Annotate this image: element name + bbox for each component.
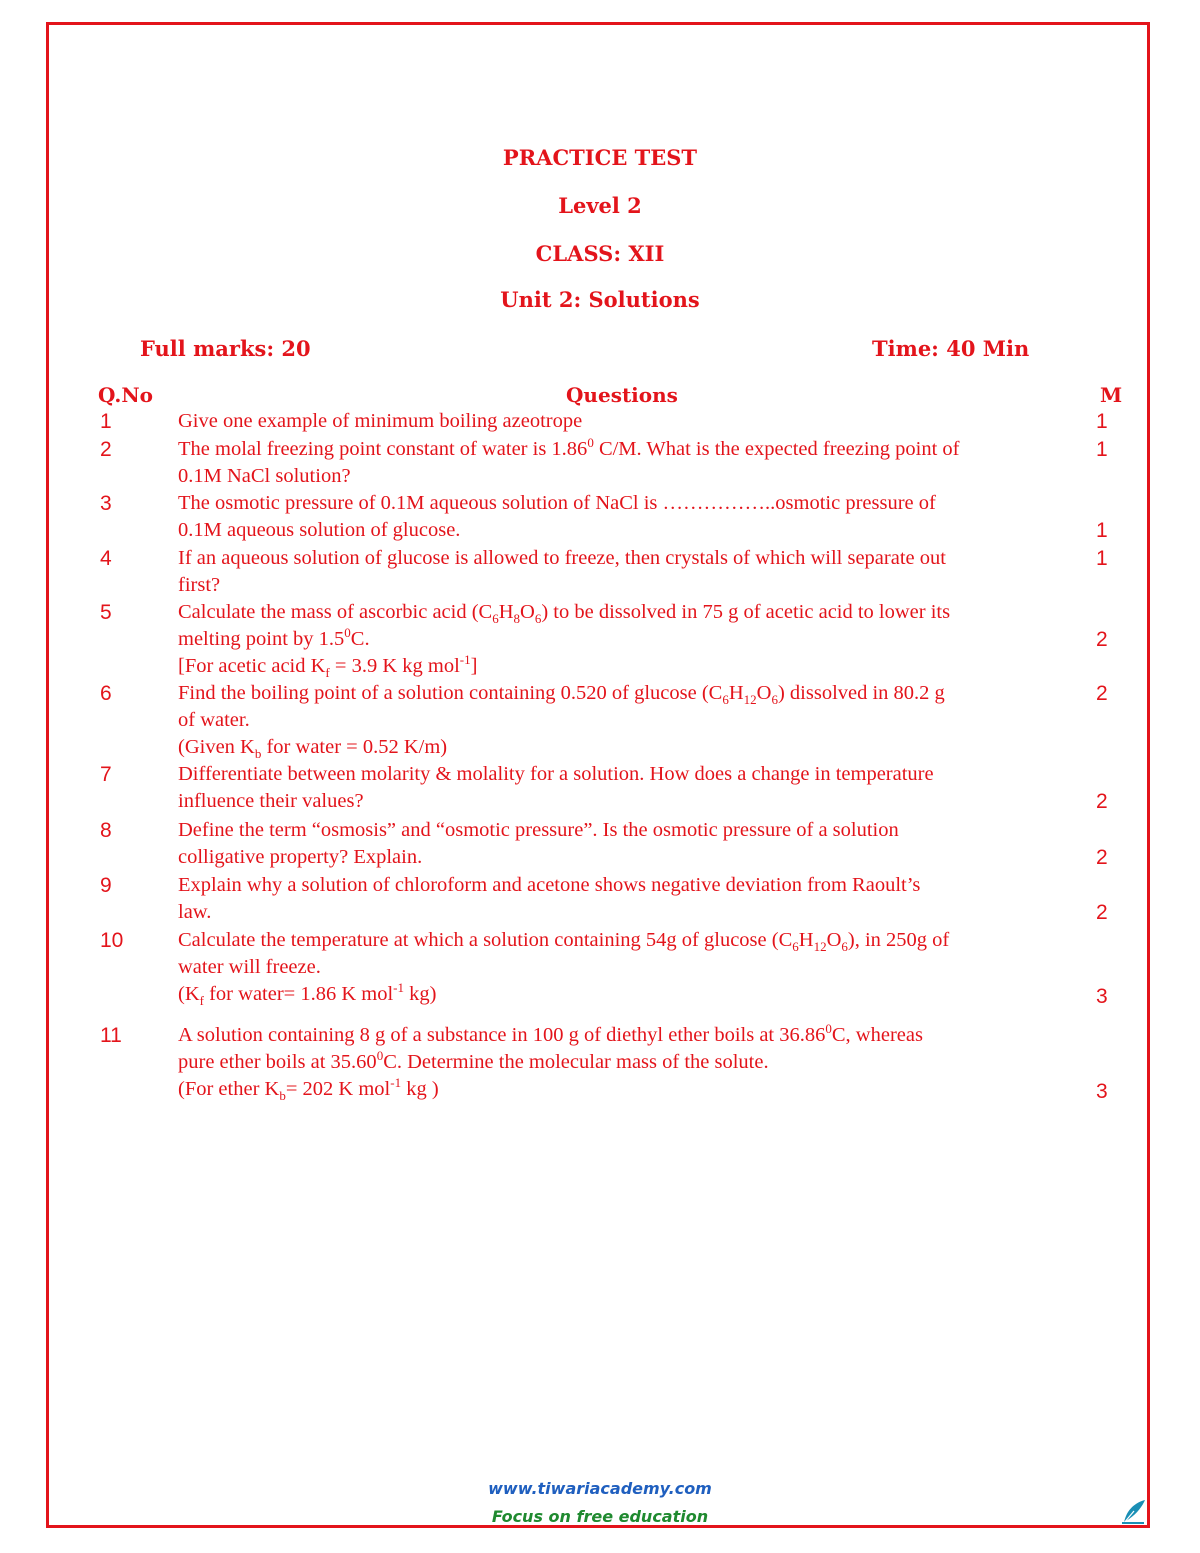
question-text-line: 0.1M aqueous solution of glucose. [178,519,461,542]
question-text-line: If an aqueous solution of glucose is allowed to freeze, then crystals of which will separate out [178,547,946,569]
footer-tagline: Focus on free education [491,1507,709,1526]
question-number: 8 [100,819,112,842]
question-text-line: [For acetic acid $K_f = 3.9$ K kg mol$^{-1}$] [178,652,478,681]
question-number: 6 [100,682,112,705]
question-text-line: 0.1M NaCl solution? [178,465,351,488]
question-number: 3 [100,492,112,515]
full-marks: Full marks: 20 [140,336,311,361]
question-text-line: influence their values? [178,790,364,813]
question-marks: 2 [1096,846,1108,870]
question-number: 9 [100,874,112,897]
class-label: CLASS: XII [535,241,665,266]
question-text-line: (For ether $K_b= 202$ K mol$^{-1}$ kg ) [178,1075,439,1104]
question-text-line: The molal freezing point constant of water is 1.86$^0$ C/M. What is the expected freezing point of [178,435,960,460]
question-text-line: Define the term “osmosis” and “osmotic pressure”. Is the osmotic pressure of a solution [178,819,899,841]
question-text-line: A solution containing 8 g of a substance in 100 g of diethyl ether boils at 36.86$^0$C, whereas [178,1021,923,1046]
question-number: 11 [100,1024,122,1047]
question-text-line: Calculate the mass of ascorbic acid $(C_6H_8O_6)$ to be dissolved in 75 g of acetic acid to lower its [178,601,951,627]
column-header-qno: Q.No [98,383,154,407]
question-marks: 2 [1096,682,1108,705]
question-text-line: Differentiate between molarity & molality for a solution. How does a change in temperature [178,763,934,785]
question-text-line: law. [178,901,212,924]
question-number: 7 [100,763,112,786]
question-text-line: (Given $K_b$ for water = 0.52 K/m) [178,736,448,762]
question-number: 4 [100,547,112,570]
question-marks: 2 [1096,790,1108,814]
question-text-line: Calculate the temperature at which a solution containing 54g of glucose $(C_6H_{12}O_6)$, in 250g of [178,929,950,955]
question-marks: 2 [1096,901,1108,925]
question-text-line: ($K_f$ for water= 1.86 K mol$^{-1}$ kg) [178,980,437,1009]
test-level: Level 2 [558,193,642,218]
question-text-line: of water. [178,709,250,732]
column-header-marks: M [1100,383,1123,407]
question-text-line: first? [178,574,221,597]
question-text-line: pure ether boils at 35.60$^0$C. Determine the molecular mass of the solute. [178,1048,769,1074]
question-marks: 1 [1096,410,1108,433]
unit-title: Unit 2: Solutions [500,287,700,312]
question-marks: 1 [1096,438,1108,461]
question-text-line: Explain why a solution of chloroform and acetone shows negative deviation from Raoult’s [178,874,921,896]
question-text-line: melting point by $1.5^0C$. [178,625,370,651]
question-text-line: colligative property? Explain. [178,846,423,869]
question-text-line: The osmotic pressure of 0.1M aqueous solution of NaCl is ……………..osmotic pressure of [178,492,936,514]
question-marks: 1 [1096,519,1108,543]
question-text-line: Give one example of minimum boiling azeotrope [178,410,583,432]
question-number: 10 [100,929,124,952]
question-marks: 3 [1096,985,1108,1009]
question-marks: 2 [1096,628,1108,652]
question-text-line: water will freeze. [178,956,321,979]
column-header-questions: Questions [566,383,678,407]
question-number: 2 [100,438,112,461]
question-number: 1 [100,410,112,433]
feather-logo-icon [1118,1497,1148,1527]
question-marks: 3 [1096,1080,1108,1104]
question-marks: 1 [1096,547,1108,570]
question-text-line: Find the boiling point of a solution containing 0.520 of glucose $(C_6H_{12}O_6)$ dissolved in 80.2 g [178,682,945,708]
question-number: 5 [100,601,112,624]
time-limit: Time: 40 Min [872,336,1030,361]
test-title: PRACTICE TEST [502,145,698,170]
footer-website: www.tiwariacademy.com [488,1479,712,1498]
